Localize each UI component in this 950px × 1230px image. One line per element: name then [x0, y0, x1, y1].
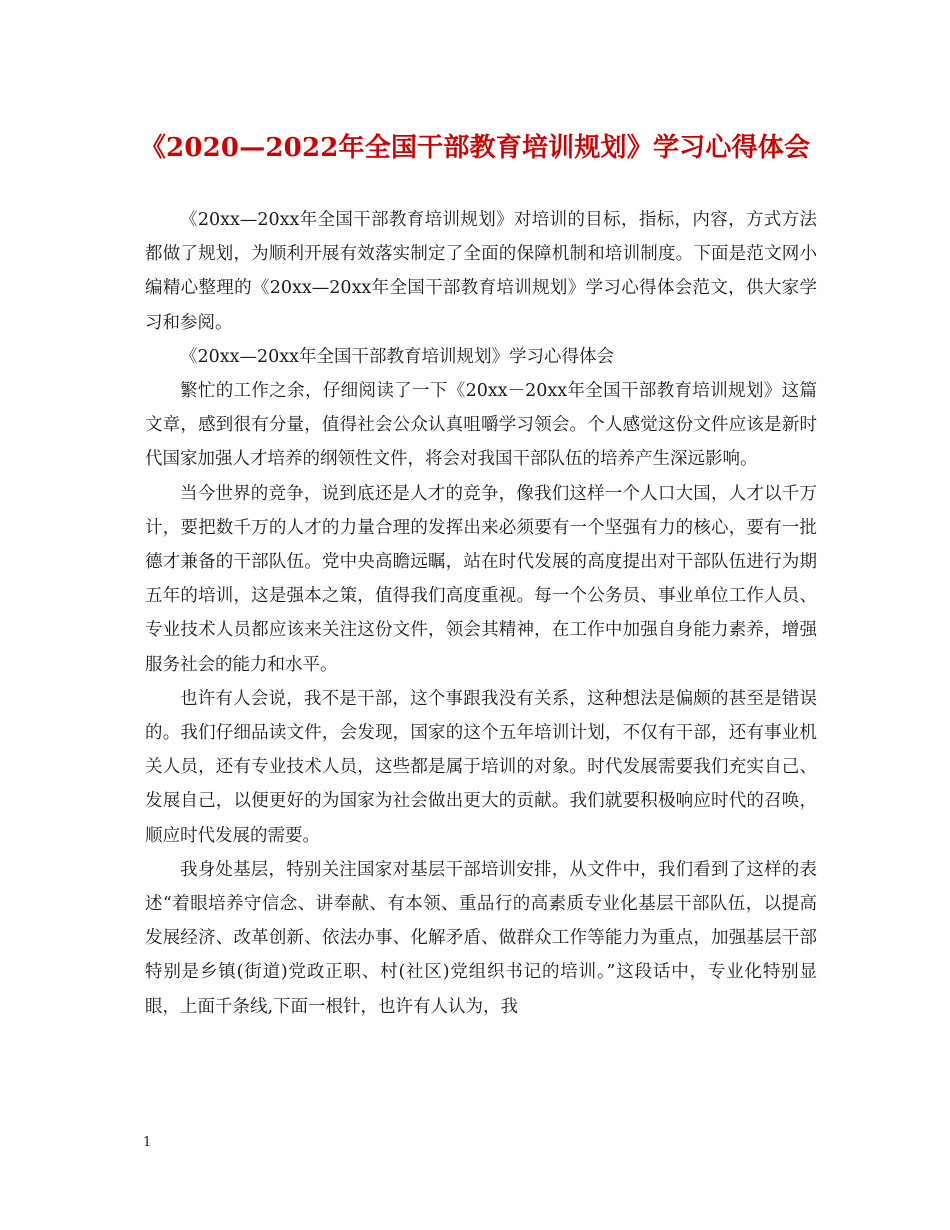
paragraph-body: 繁忙的工作之余，仔细阅读了一下《20xx－20xx年全国干部教育培训规划》这篇文章，感到很有分量，值得社会公众认真咀嚼学习领会。个人感觉这份文件应该是新时代国家加强人才培养的纲领性文件，将会对我国干部队伍的培养产生深远影响。: [145, 381, 817, 470]
paragraph-body: 当今世界的竞争，说到底还是人才的竞争，像我们这样一个人口大国，人才以千万计，要把数千万的人才的力量合理的发挥出来必须要有一个坚强有力的核心，要有一批德才兼备的干部队伍。党中央高瞻远瞩，站在时代发展的高度提出对干部队伍进行为期五年的培训，这是强本之策，值得我们高度重视。每一个公务员、事业单位工作人员、专业技术人员都应该来关注这份文件，领会其精神，在工作中加强自身能力素养，增强服务社会的能力和水平。: [145, 483, 817, 675]
paragraph-intro: 《20xx—20xx年全国干部教育培训规划》对培训的目标，指标，内容，方式方法都做了规划，为顺利开展有效落实制定了全面的保障机制和培训制度。下面是范文网小编精心整理的《20xx—20xx年全国干部教育培训规划》学习心得体会范文，供大家学习和参阅。: [145, 210, 817, 333]
document-title: 《2020—2022年全国干部教育培训规划》学习心得体会: [139, 133, 811, 163]
page-number: 1: [143, 1135, 152, 1150]
paragraph-subtitle: 《20xx—20xx年全国干部教育培训规划》学习心得体会: [180, 346, 615, 367]
paragraph-body: 我身处基层，特别关注国家对基层干部培训安排，从文件中，我们看到了这样的表述“着眼培养守信念、讲奉献、有本领、重品行的高素质专业化基层干部队伍，以提高发展经济、改革创新、依法办事、化解矛盾、做群众工作等能力为重点，加强基层干部特别是乡镇(街道)党政正职、村(社区)党组织书记的培训。”这段话中，专业化特别显眼，上面千条线,下面一根针，也许有人认为，我: [145, 859, 817, 1017]
paragraph-body: 也许有人会说，我不是干部，这个事跟我没有关系，这种想法是偏颇的甚至是错误的。我们仔细品读文件，会发现，国家的这个五年培训计划，不仅有干部，还有事业机关人员，还有专业技术人员，这些都是属于培训的对象。时代发展需要我们充实自己、发展自己，以便更好的为国家为社会做出更大的贡献。我们就要积极响应时代的召唤，顺应时代发展的需要。: [145, 688, 817, 846]
document-body: [145, 203, 817, 1024]
